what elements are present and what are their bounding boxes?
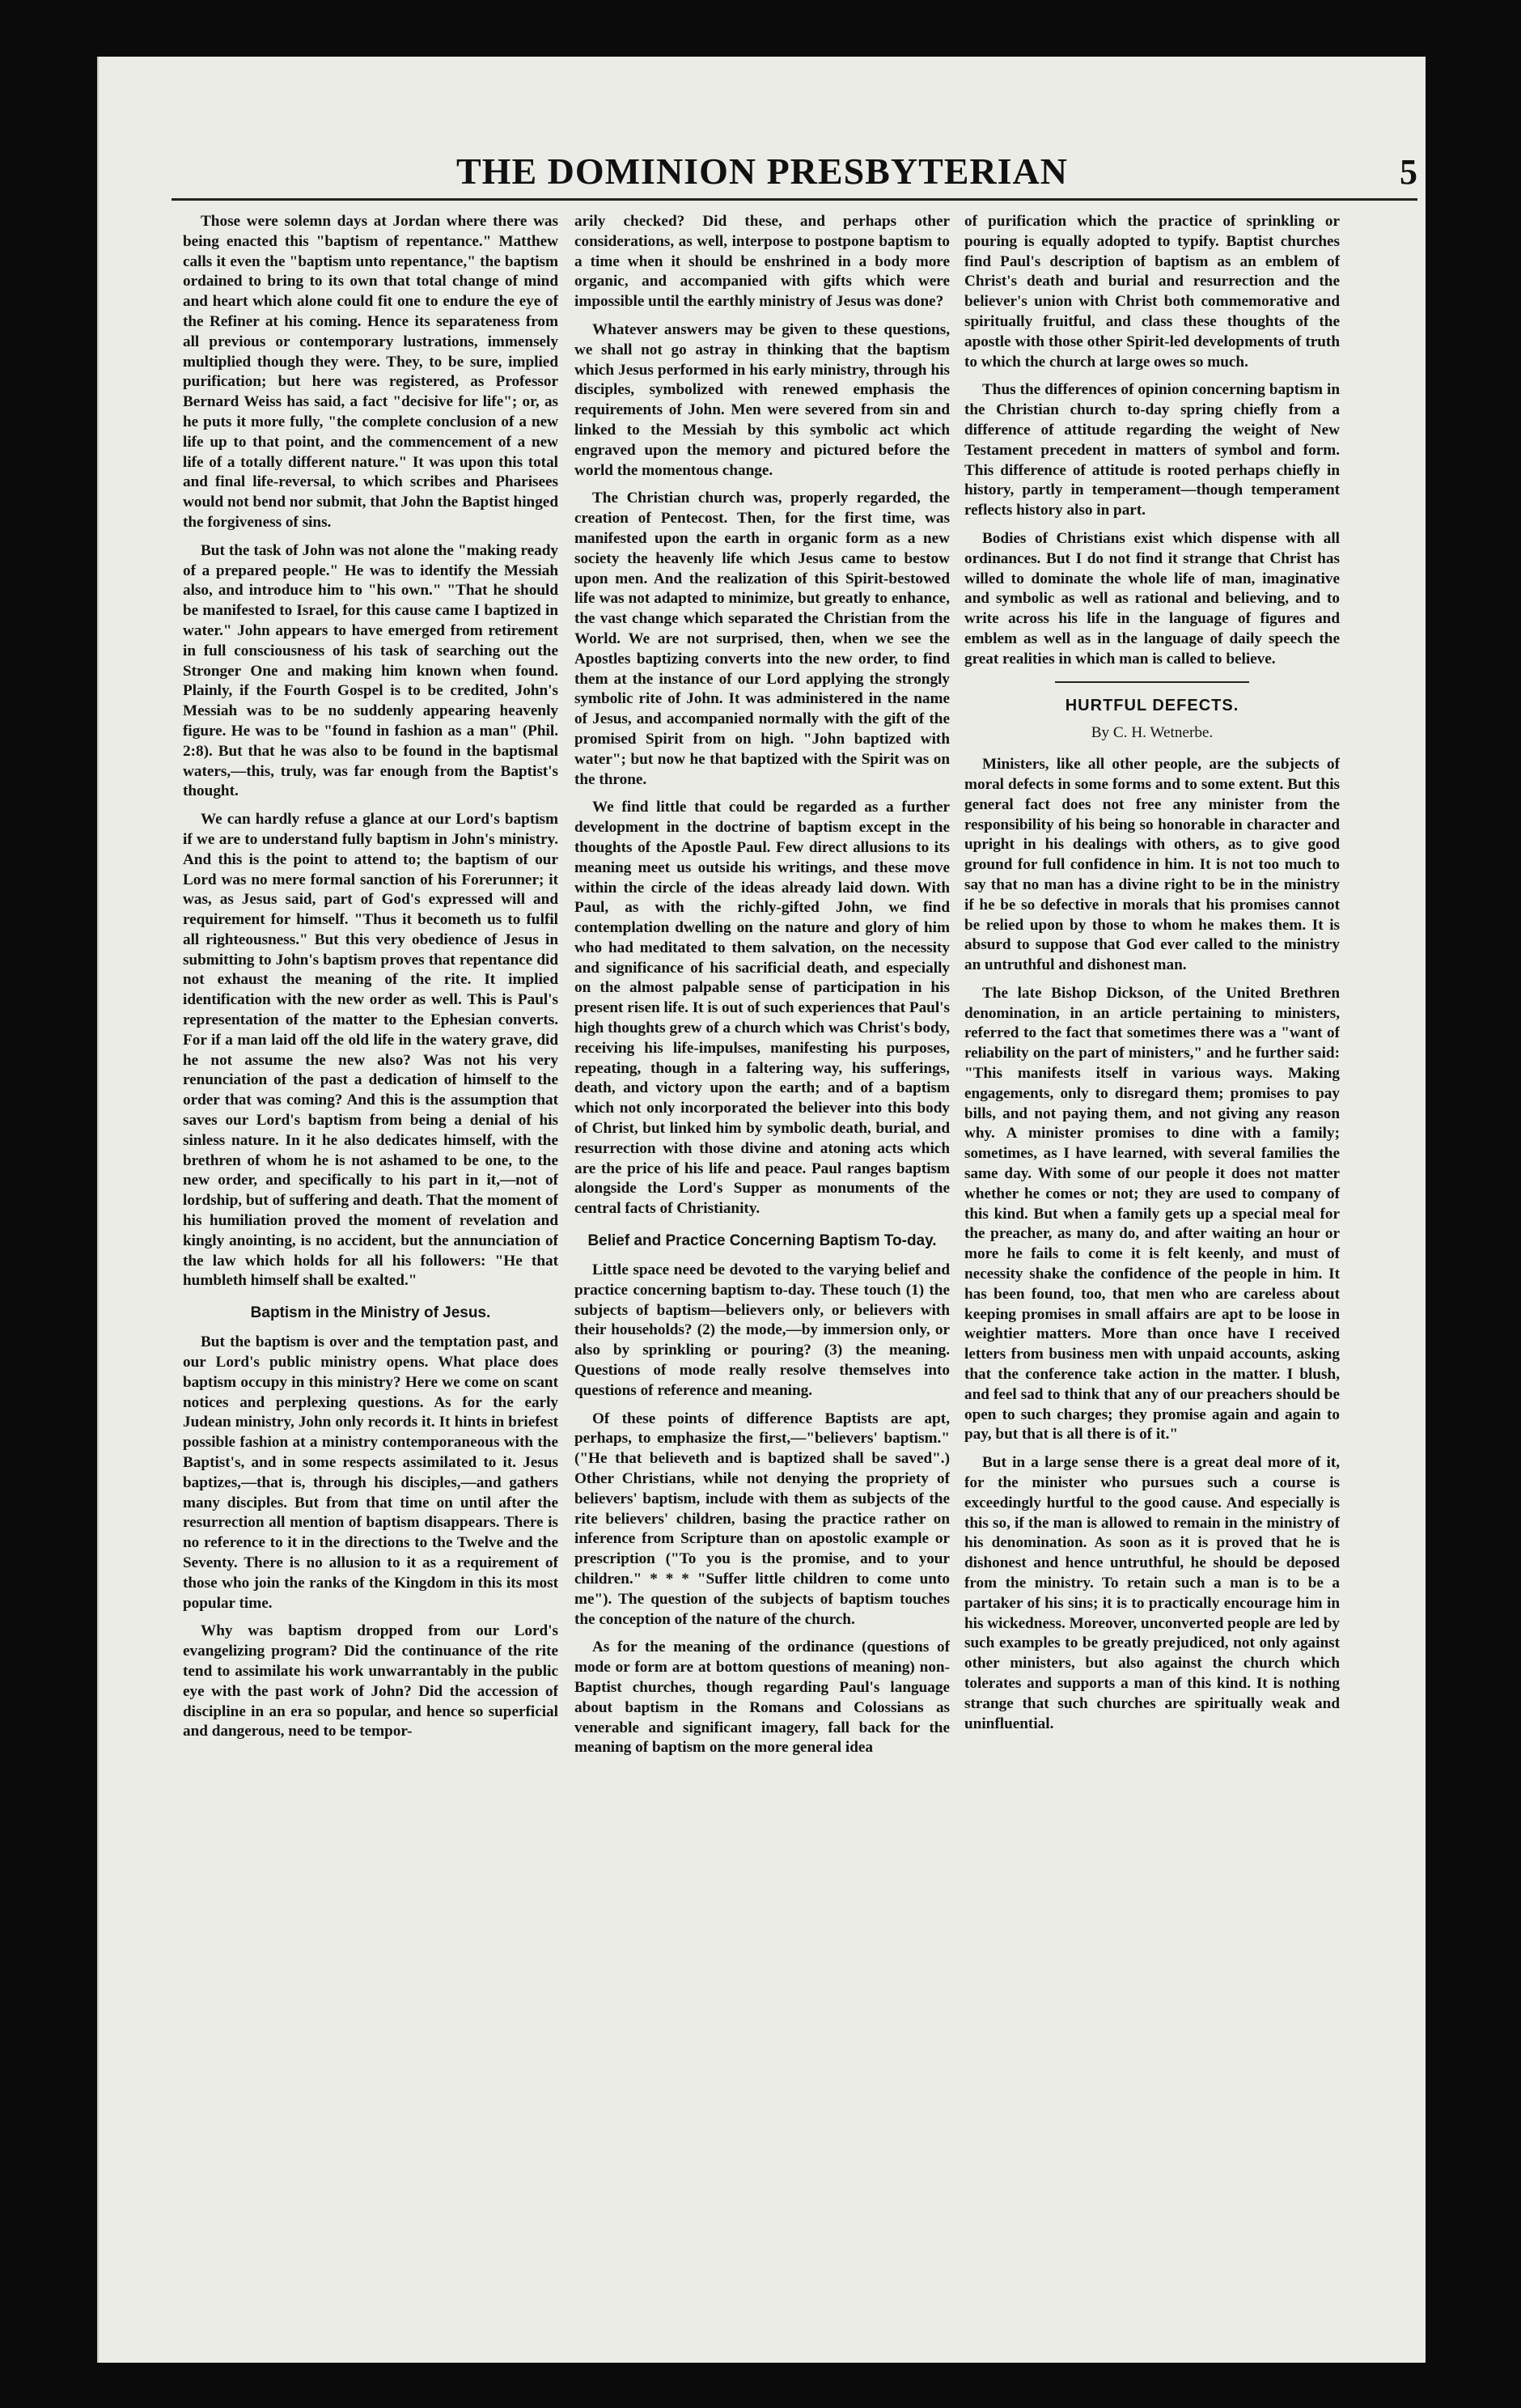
paragraph: Bodies of Christians exist which dispense with all ordinances. But I do not find it strange that Christ has willed to dominate the whole life of man, imaginative and symbolic as well as rational and believing, and to write across his life in the language of figures and emblem as well as in the language of daily speech the great realities in which man is called to believe. xyxy=(964,529,1340,668)
paragraph: Little space need be devoted to the varying belief and practice concerning baptism to-day. These touch (1) the subjects of baptism—believers only, or believers with their households? (2) the mode,—by immersion only, or also by sprinkling or pouring? (3) the meaning. Questions of mode really resolve themselves into questions of reference and meaning. xyxy=(574,1261,950,1399)
section-heading: Baptism in the Ministry of Jesus. xyxy=(250,1304,491,1322)
article-divider xyxy=(1055,681,1249,683)
column-2 xyxy=(574,212,950,2348)
paragraph: But the task of John was not alone the "making ready of a prepared people." He was to identify the Messiah also, and introduce him to "his own." "That he should be manifested to Israel, for this cause came I baptized in water." John appears to have emerged from retirement in full consciousness of his task of searching out the Stronger One and making him known when found. Plainly, if the Fourth Gospel is to be credited, John's Messiah was to be no suddenly appearing heavenly figure. He was to be "found in fashion as a man" (Phil. 2:8). But that he was also to be found in the baptismal waters,—this, truly, was far enough from the Baptist's thought. xyxy=(183,541,558,800)
header-rule xyxy=(172,198,1417,201)
paragraph: Ministers, like all other people, are the subjects of moral defects in some forms and to some extent. But this general fact does not free any minister from the responsibility of his being so honorable in character and upright in his dealings with others, as to give good ground for full confidence in him. It is not too much to say that no man has a divine right to be in the ministry if he be so defective in morals that his promises cannot be relied upon by those to whom he makes them. It is absurd to suppose that God ever called to the ministry an untruthful and dishonest man. xyxy=(964,756,1340,974)
newspaper-page xyxy=(97,57,1426,2363)
paragraph: Of these points of difference Baptists are apt, perhaps, to emphasize the first,—"believers' baptism." ("He that believeth and is baptized shall be saved".) Other Christians, while not denying the propriety of believers' baptism, include with them as subjects of the rite believers' children, basing the practice rather on inference from Scripture than on apostolic example or prescription ("To you is the promise, and to your children." * * * "Suffer little children to come unto me"). The question of the subjects of baptism touches the conception of the nature of the church. xyxy=(574,1410,950,1628)
article-title: HURTFUL DEFECTS. xyxy=(1065,696,1239,714)
page-number: 5 xyxy=(1400,152,1417,192)
paragraph: We can hardly refuse a glance at our Lord's baptism if we are to understand fully baptism in John's ministry. And this is the point to attend to; the baptism of our Lord was no mere formal sanction of his Forerunner; it was, as Jesus said, part of God's expressed will and requirement for himself. "Thus it becometh us to fulfil all righteousness." But this very obedience of Jesus in submitting to John's baptism proves that repentance did not exhaust the meaning of the rite. It implied identification with the new order as well. This is Paul's representation of the matter to the Ephesian converts. For if a man laid off the old life in the watery grave, did he not assume the new also? Was not his very renunciation of the past a dedication of himself to the order that was coming? And this is the assumption that saves our Lord's baptism from being a denial of his sinless nature. In it he also dedicates himself, with the brethren of whom he is not ashamed to be one, to the new order, and specifically to his part in it,—not of lordship, but of suffering and death. That the moment of his humiliation proved the moment of revelation and kingly anointing, is no accident, but the annunciation of the law which holds for all his followers: "He that humbleth himself shall be exalted." xyxy=(183,811,558,1290)
paragraph: Why was baptism dropped from our Lord's evangelizing program? Did the continuance of the rite tend to assimilate his work unwarrantably in the public eye with the past work of John? Did the accession of discipline in an era so popular, and hence so superficial and dangerous, need to be tempor- xyxy=(183,1622,558,1740)
paragraph: Those were solemn days at Jordan where there was being enacted this "baptism of repentance." Matthew calls it even the "baptism unto repentance," the baptism ordained to bring to its own that total change of mind and heart which alone could fit one to endure the eye of the Refiner at his coming. Hence its separateness from all previous or contemporary lustrations, immensely multiplied though they were. They, to be sure, implied purification; but here was registered, as Professor Bernard Weiss has said, a fact "decisive for life"; or, as he puts it more fully, "the complete conclusion of a new life up to that point, and the commencement of a new life of a totally different nature." It was upon this total and final life-reversal, to which scribes and Pharisees would not bend nor submit, that John the Baptist hinged the forgiveness of sins. xyxy=(183,213,558,531)
column-1 xyxy=(183,212,558,2348)
paragraph: We find little that could be regarded as a further development in the doctrine of baptism except in the thoughts of the Apostle Paul. Few direct allusions to its meaning meet us outside his writings, and these move within the circle of the ideas already laid down. With Paul, as with the richly-gifted John, we find contemplation dwelling on the nature and glory of him who had meditated to them salvation, on the necessity and significance of his sacrificial death, and especially on the almost palpable sense of participation in his present risen life. It is out of such experiences that Paul's high thoughts grew of a church which was Christ's body, receiving his life-impulses, manifesting his purposes, repeating, though in a faltering way, his sufferings, death, and victory upon the earth; and of a baptism which not only incorporated the believer into this body of Christ, but linked him by symbolic death, burial, and resurrection with those divine and atoning acts which are the price of his life and peace. Paul ranges baptism alongside the Lord's Supper as monuments of the central facts of Christianity. xyxy=(574,799,950,1218)
paragraph: Thus the differences of opinion concerning baptism in the Christian church to-day spring chiefly from a difference of attitude regarding the weight of New Testament precedent in matters of symbol and form. This difference of attitude is rooted perhaps chiefly in history, partly in temperament—though temperament reflects history also in part. xyxy=(964,381,1340,519)
page-header xyxy=(99,150,1426,198)
column-3 xyxy=(964,212,1340,2348)
paragraph: arily checked? Did these, and perhaps other considerations, as well, interpose to postpone baptism to a time when it should be enshrined in a body more organic, and accompanied with gifts which were impossible until the earthly ministry of Jesus was done? xyxy=(574,213,950,311)
masthead-title: THE DOMINION PRESBYTERIAN xyxy=(456,150,1068,192)
paragraph: The late Bishop Dickson, of the United Brethren denomination, in an article pertaining to ministers, referred to the fact that sometimes there was a "want of reliability on the part of ministers," and he further said: "This manifests itself in various ways. Making engagements, only to disregard them; promises to pay bills, and not paying them, and not giving any reason why. A minister promises to dine with a family; sometimes, as I have learned, with several families the same day. With some of our people it does not matter whether he comes or not; they are used to company of this kind. But when a family gets up a special meal for the preacher, as many do, and after waiting an hour or more he fails to come it is felt keenly, and must of necessity shake the confidence of the people in him. It has been found, too, that men who are careless about keeping promises in small affairs are apt to be loose in weightier matters. More than once have I received letters from business men with unpaid accounts, asking that the conference take action in the matter. I blush, and feel sad to think that any of our preachers should be open to such charges; they promise again and again to pay, but that is all there is of it." xyxy=(964,984,1340,1444)
paragraph: Whatever answers may be given to these questions, we shall not go astray in thinking that the baptism which Jesus performed in his early ministry, through his disciples, symbolized with renewed emphasis the requirements of John. Men were severed from sin and linked to the Messiah by this symbolic act which engraved upon the memory and pictured before the world the momentous change. xyxy=(574,320,950,479)
paragraph: As for the meaning of the ordinance (questions of mode or form are at bottom questions of meaning) non-Baptist churches, though regarding Paul's language about baptism in the Romans and Colossians as venerable and significant imagery, fall back for the meaning of baptism on the more general idea xyxy=(574,1639,950,1757)
byline: By C. H. Wetnerbe. xyxy=(1091,724,1214,742)
paragraph: The Christian church was, properly regarded, the creation of Pentecost. Then, for the first time, was manifested upon the earth in organic form as a new society the heavenly life which Jesus came to bestow upon men. And the realization of this Spirit-bestowed life was not adapted to minimize, but greatly to enhance, the vast change which separated the Christian from the World. We are not surprised, then, when we see the Apostles baptizing converts into the new order, to find them at the instance of our Lord applying the strongly symbolic rite of John. It was administered in the name of Jesus, and accompanied normally with the gift of the promised Spirit from on high. "John baptized with water"; but now he that baptized with the Spirit was on the throne. xyxy=(574,490,950,788)
paragraph: But the baptism is over and the temptation past, and our Lord's public ministry opens. What place does baptism occupy in this ministry? Here we come on scant notices and perplexing questions. As for the early Judean ministry, John only records it. It hints in briefest possible fashion at a ministry contemporaneous with the Baptist's, and in some respects assimilated to it. Jesus baptizes,—that is, through his disciples,—and gathers many disciples. But from that time on until after the resurrection all mention of baptism disappears. There is no reference to it in the directions to the Twelve and the Seventy. There is no allusion to it as a requirement of those who join the ranks of the Kingdom in this its most popular time. xyxy=(183,1333,558,1612)
section-heading: Belief and Practice Concerning Baptism To-day. xyxy=(587,1232,937,1250)
paragraph: But in a large sense there is a great deal more of it, for the minister who pursues such a course is exceedingly hurtful to the good cause. And especially is this so, if the man is allowed to remain in the ministry of his denomination. As soon as it is proved that he is dishonest and hence untruthful, he should be deposed from the ministry. To retain such a man is to be a partaker of his sins; it is to practically encourage him in his wickedness. Moreover, unconverted people are led by such examples to be greatly prejudiced, not only against other ministers, but also against the church which tolerates and supports a man of this kind. It is nothing strange that such churches are spiritually weak and uninfluential. xyxy=(964,1454,1340,1732)
paragraph: of purification which the practice of sprinkling or pouring is equally adopted to typify. Baptist churches find Paul's description of baptism as an emblem of Christ's death and burial and resurrection and the believer's union with Christ both commemorative and spiritually fruitful, and class these thoughts of the apostle with those other Spirit-led developments of truth to which the church at large owes so much. xyxy=(964,213,1340,371)
